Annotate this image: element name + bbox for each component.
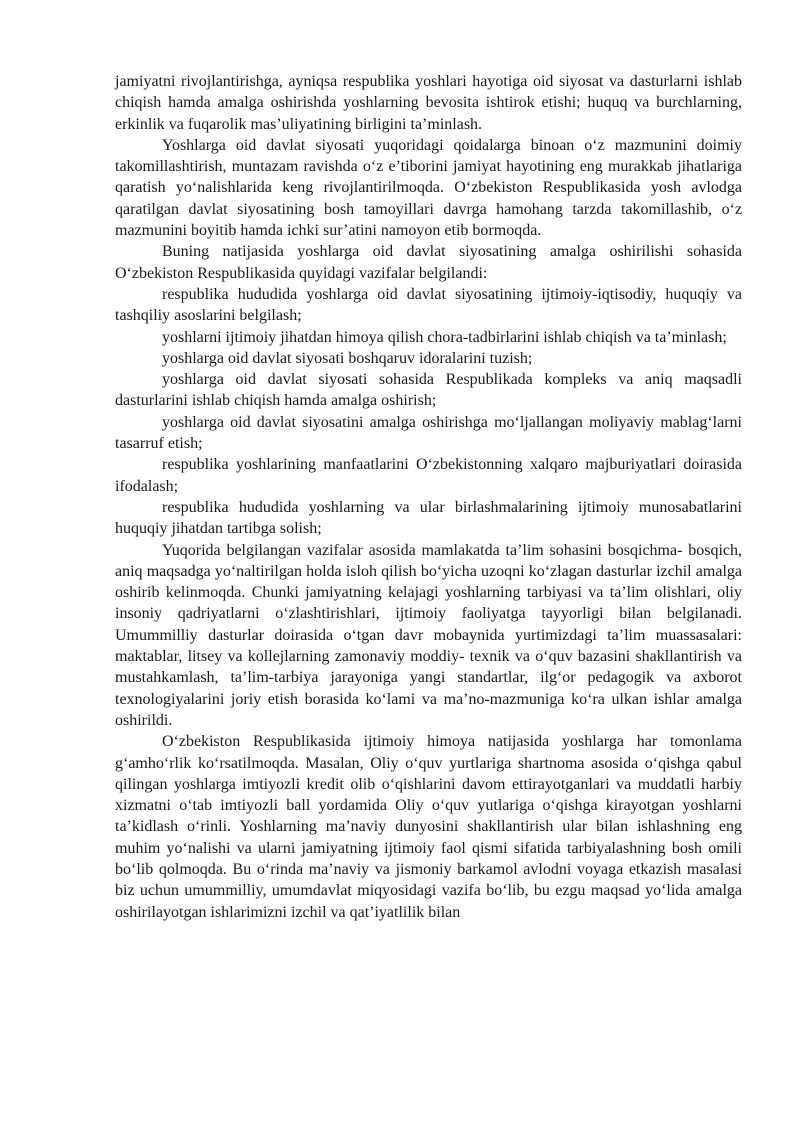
paragraph-4: Yuqorida belgilangan vazifalar asosida mamlakatda ta’lim sohasini bosqichma- bosqich, aniq maqsadga yo‘naltirilgan holda isloh qilish bo‘yicha uzoqni ko‘zlagan dasturlar izchil amalga oshirib kelinmoqda. Chunki jamiyatning kelajagi yoshlarning tarbiyasi va ta’lim olishlari, oliy insoniy qadriyatlarni o‘zlashtirishlari, ijtimoiy faoliyatga tayyorligi bilan belgilanadi. Umummilliy dasturlar doirasida o‘tgan davr mobaynida yurtimizdagi ta’lim muassasalari: maktablar, litsey va kollejlarning zamonaviy moddiy- texnik va o‘quv bazasini shakllantirish va mustahkamlash, ta’lim-tarbiya jarayoniga yangi standartlar, ilg‘or pedagogik va axborot texnologiyalarini joriy etish borasida ko‘lami va ma’no-mazmuniga ko‘ra ulkan ishlar amalga oshirildi. xyxy=(115,541,742,729)
paragraph-5: O‘zbekiston Respublikasida ijtimoiy himoya natijasida yoshlarga har tomonlama g‘amho‘rlik ko‘rsatilmoqda. Masalan, Oliy o‘quv yurtlariga shartnoma asosida o‘qishga qabul qilingan yoshlarga imtiyozli kredit olib o‘qishlarini davom ettirayotganlari va muddatli harbiy xizmatni o‘tab imtiyozli ball yordamida Oliy o‘quv yutlariga o‘qishga kirayotgan yoshlarni ta’kidlash o‘rinli. Yoshlarning ma’naviy dunyosini shakllantirish ular bilan ishlashning eng muhim yo‘nalishi va ularni jamiyatning ijtimoiy faol qismi sifatida tarbiyalashning bosh omili bo‘lib qolmoqda. Bu o‘rinda ma’naviy va jismoniy barkamol avlodni voyaga etkazish masalasi biz uchun umummilliy, umumdavlat miqyosidagi vazifa bo‘lib, bu ezgu maqsad yo‘lida amalga oshirilayotgan ishlarimizni izchil va qat’iyatlilik bilan xyxy=(115,733,742,921)
list-item-5: yoshlarga oid davlat siyosatini amalga oshirishga mo‘ljallangan moliyaviy mablag‘larni tasarruf etish; xyxy=(115,413,742,453)
list-item-3: yoshlarga oid davlat siyosati boshqaruv idoralarini tuzish; xyxy=(162,349,533,367)
list-item-7: respublika hududida yoshlarning va ular birlashmalarining ijtimoiy munosabatlarini huquqiy jihatdan tartibga solish; xyxy=(115,498,742,538)
list-item-6: respublika yoshlarining manfaatlarini O‘zbekistonning xalqaro majburiyatlari doirasida ifodalash; xyxy=(115,456,742,495)
paragraph-2: Yoshlarga oid davlat siyosati yuqoridagi qoidalarga binoan o‘z mazmunini doimiy takomillashtirish, muntazam ravishda o‘z e’tiborini jamiyat hayotining eng murakkab jihatlariga qaratish yo‘nalishlarida keng rivojlantirilmoqda. O‘zbekiston Respublikasida yosh avlodga qaratilgan davlat siyosatining bosh tamoyillari davrga hamohang tarzda takomillashib, o‘z mazmunini boyitib hamda ichki sur’atini namoyon etib bormoqda. xyxy=(115,136,742,240)
list-item-1: respublika hududida yoshlarga oid davlat siyosatining ijtimoiy-iqtisodiy, huquqiy va tashqiliy asoslarini belgilash; xyxy=(115,285,742,325)
list-item-4: yoshlarga oid davlat siyosati sohasida Respublikada kompleks va aniq maqsadli dasturlarini ishlab chiqish hamda amalga oshirish; xyxy=(115,371,742,410)
list-item-2: yoshlarni ijtimoiy jihatdan himoya qilish chora-tadbirlarini ishlab chiqish va ta’minlash; xyxy=(162,328,727,346)
paragraph-1: jamiyatni rivojlantirishga, ayniqsa respublika yoshlari hayotiga oid siyosat va dasturlarni ishlab chiqish hamda amalga oshirishda yoshlarning bevosita ishtirok etishi; huquq va burchlarning, erkinlik va fuqarolik mas’uliyatining birligini ta’minlash. xyxy=(115,73,742,133)
paragraph-3: Buning natijasida yoshlarga oid davlat siyosatining amalga oshirilishi sohasida O‘zbekiston Respublikasida quyidagi vazifalar belgilandi: xyxy=(115,243,742,282)
